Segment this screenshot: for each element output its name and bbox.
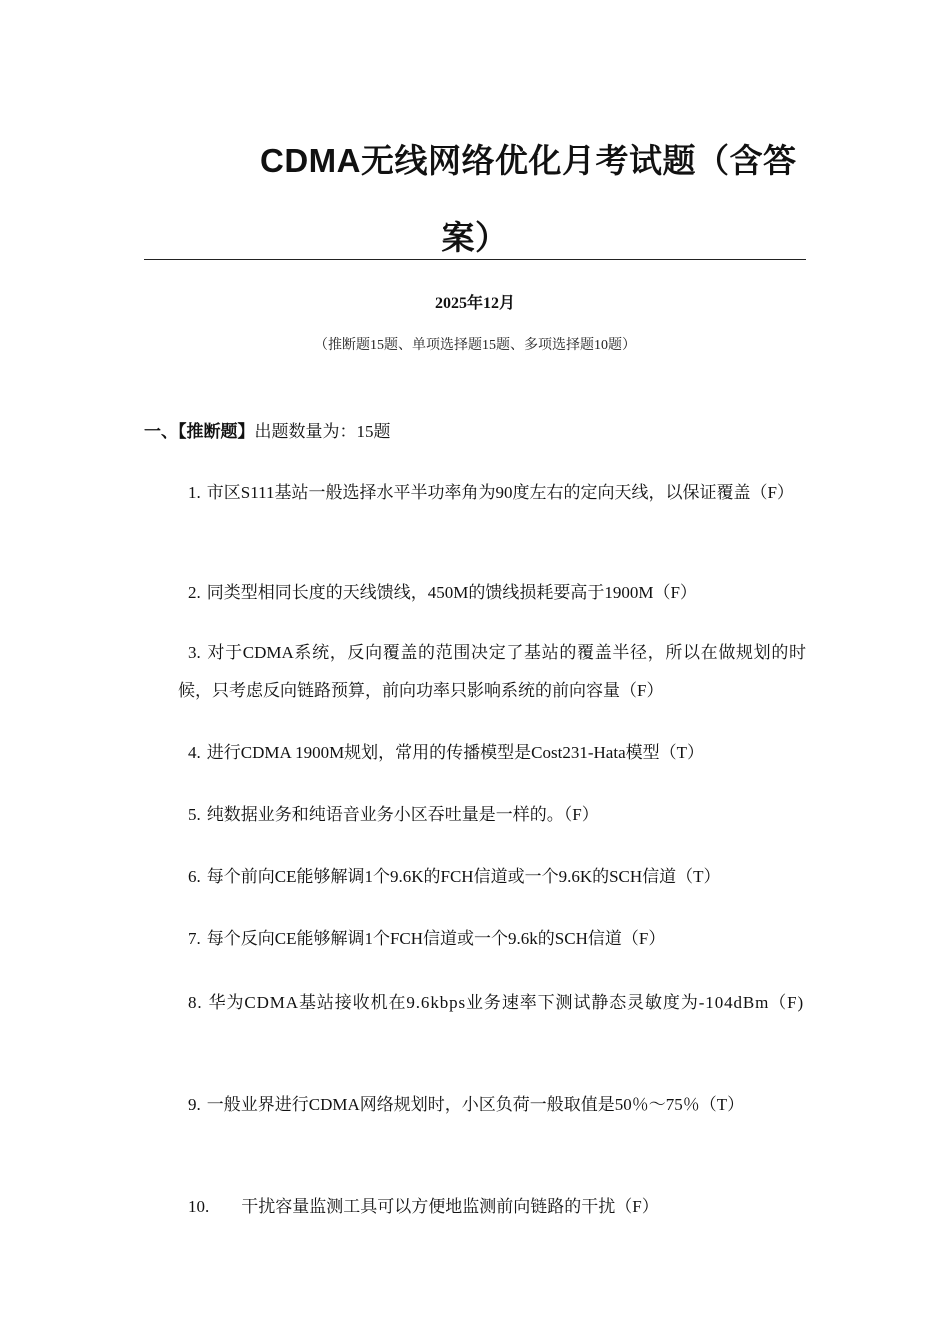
question-item-2 — [178, 574, 806, 612]
question-text: 每个反向CE能够解调1个FCH信道或一个9.6k的SCH信道（F） — [206, 929, 666, 948]
question-number: 10. — [188, 1197, 210, 1216]
document-title-line-2: 案） — [441, 219, 509, 256]
exam-date: 2025年12月 — [434, 295, 515, 312]
question-text: 每个前向CE能够解调1个9.6K的FCH信道或一个9.6K的SCH信道（T） — [206, 867, 721, 886]
question-number: 1. — [188, 483, 201, 502]
question-number: 3. — [188, 643, 201, 662]
question-text: 同类型相同长度的天线馈线，450M的馈线损耗要高于1900M（F） — [206, 583, 697, 602]
question-summary: （推断题15题、单项选择题15题、多项选择题10题） — [314, 338, 636, 353]
question-number: 2. — [188, 583, 201, 602]
question-text: 干扰容量监测工具可以方便地监测前向链路的干扰（F） — [241, 1197, 659, 1216]
question-text: 对于CDMA系统，反向覆盖的范围决定了基站的覆盖半径，所以在做规划的时候，只考虑反向链路预算，前向功率只影响系统的前向容量（F） — [178, 643, 806, 700]
question-text: 进行CDMA 1900M规划，常用的传播模型是Cost231-Hata模型（T） — [206, 743, 704, 762]
question-item-3 — [178, 634, 806, 710]
document-title-line-1: CDMA无线网络优化月考试题（含答 — [260, 142, 797, 179]
question-item-6 — [178, 858, 806, 896]
question-number: 7. — [188, 929, 201, 948]
question-item-1 — [178, 474, 806, 512]
question-text: 市区S111基站一般选择水平半功率角为90度左右的定向天线，以保证覆盖（F） — [206, 483, 794, 502]
question-item-8 — [178, 984, 806, 1022]
question-number: 4. — [188, 743, 201, 762]
question-number: 6. — [188, 867, 201, 886]
title-divider — [144, 259, 806, 260]
question-number: 8. — [188, 993, 203, 1012]
question-item-9 — [178, 1086, 806, 1124]
question-item-10 — [178, 1188, 806, 1226]
section-prefix: 一、 — [144, 422, 178, 441]
section-heading — [144, 417, 391, 442]
question-text: 华为CDMA基站接收机在9.6kbps业务速率下测试静态灵敏度为-104dBm（F) — [208, 993, 805, 1012]
section-label: 【推断题】 — [178, 422, 255, 441]
question-number: 9. — [188, 1095, 201, 1114]
section-count: 出题数量为：15题 — [254, 422, 391, 441]
question-item-4 — [178, 734, 806, 772]
question-text: 一般业界进行CDMA网络规划时，小区负荷一般取值是50％～75％（T） — [206, 1095, 745, 1114]
question-text: 纯数据业务和纯语音业务小区吞吐量是一样的。（F） — [206, 805, 599, 824]
question-item-5 — [178, 796, 806, 834]
question-number: 5. — [188, 805, 201, 824]
question-item-7 — [178, 920, 806, 958]
